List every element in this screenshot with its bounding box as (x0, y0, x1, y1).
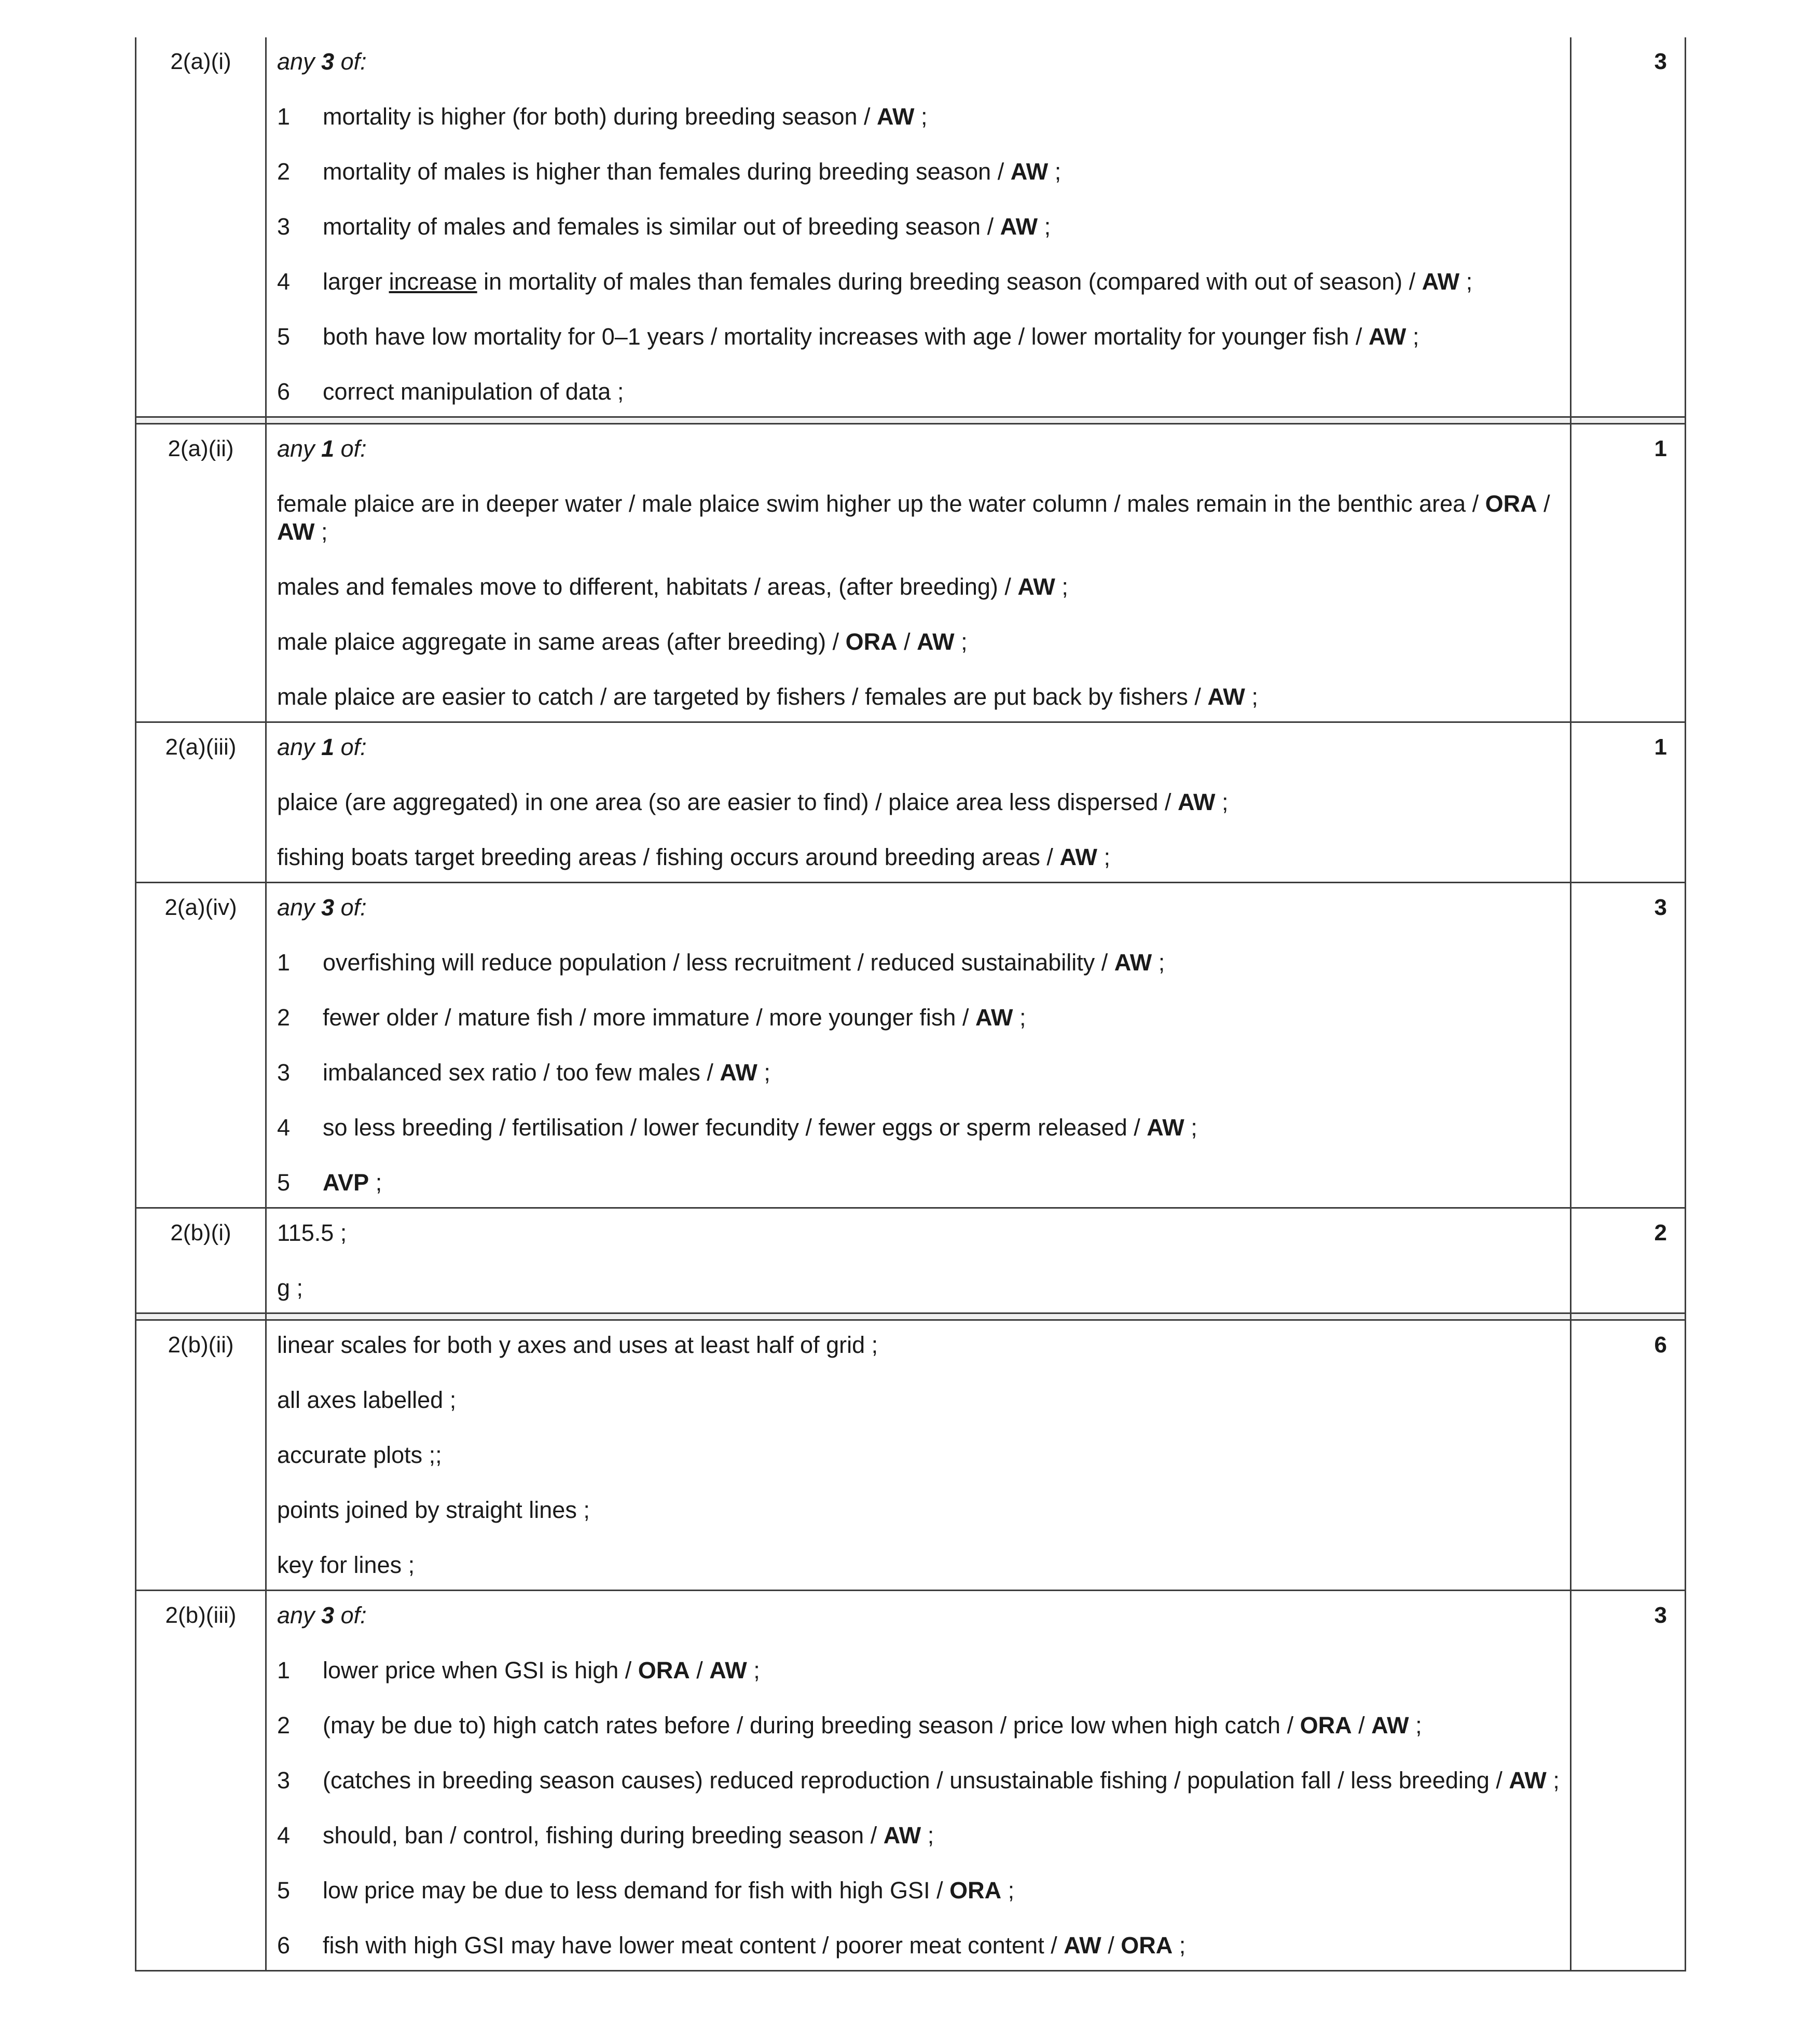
marks-cell: 2 (1571, 1208, 1686, 1313)
table-row (136, 1320, 1686, 1591)
answer-line: female plaice are in deeper water / male plaice swim higher up the water column / males remain in the benthic area / ORA / AW ; (277, 490, 1550, 545)
list-item: 1 mortality is higher (for both) during breeding season / AW ; (277, 103, 928, 130)
answer-line: fishing boats target breeding areas / fishing occurs around breeding areas / AW ; (277, 844, 1110, 870)
answer-cell (266, 1208, 1571, 1313)
answer-header: any 3 of: (277, 894, 367, 921)
list-item: 2 (may be due to) high catch rates before / during breeding season / price low when high catch / ORA / AW ; (277, 1712, 1422, 1738)
list-item: 3 imbalanced sex ratio / too few males / AW ; (277, 1059, 770, 1086)
table-row (136, 1591, 1686, 1971)
question-number: 2(b)(iii) (136, 1591, 266, 1971)
table-row (136, 37, 1686, 417)
list-item: 6 correct manipulation of data ; (277, 378, 624, 405)
question-number: 2(a)(i) (136, 37, 266, 417)
marks-cell: 6 (1571, 1320, 1686, 1591)
answer-header: any 3 of: (277, 1602, 367, 1628)
list-item: 1 overfishing will reduce population / less recruitment / reduced sustainability / AW ; (277, 949, 1165, 976)
answer-header: any 1 of: (277, 734, 367, 760)
answer-line: males and females move to different, habitats / areas, (after breeding) / AW ; (277, 573, 1068, 600)
page-break-divider (136, 1313, 1686, 1320)
answer-line: key for lines ; (277, 1552, 415, 1578)
answer-cell (266, 1320, 1571, 1591)
marks-cell: 3 (1571, 883, 1686, 1208)
answer-header: any 1 of: (277, 435, 367, 462)
list-item: 4 so less breeding / fertilisation / lower fecundity / fewer eggs or sperm released / AW ; (277, 1114, 1197, 1141)
list-item: 3 mortality of males and females is similar out of breeding season / AW ; (277, 213, 1051, 240)
list-item: 3 (catches in breeding season causes) reduced reproduction / unsustainable fishing / population fall / less breeding / AW ; (277, 1767, 1560, 1793)
mark-scheme-table (135, 37, 1686, 1971)
answer-line: male plaice aggregate in same areas (after breeding) / ORA / AW ; (277, 628, 968, 655)
list-item: 2 mortality of males is higher than females during breeding season / AW ; (277, 158, 1061, 185)
answer-cell (266, 37, 1571, 417)
answer-line: points joined by straight lines ; (277, 1497, 590, 1523)
question-number: 2(a)(ii) (136, 424, 266, 722)
answer-line: male plaice are easier to catch / are targeted by fishers / females are put back by fishers / AW ; (277, 683, 1258, 710)
marks-cell: 1 (1571, 424, 1686, 722)
answer-line: accurate plots ;; (277, 1442, 442, 1468)
list-item: 5 AVP ; (277, 1169, 382, 1196)
marks-cell: 1 (1571, 722, 1686, 883)
answer-line: linear scales for both y axes and uses at least half of grid ; (277, 1332, 878, 1358)
question-number: 2(b)(i) (136, 1208, 266, 1313)
answer-line: all axes labelled ; (277, 1387, 457, 1413)
answer-header: any 3 of: (277, 48, 367, 75)
table-row (136, 722, 1686, 883)
table-row (136, 424, 1686, 722)
answer-line: 115.5 ; (277, 1220, 347, 1246)
marks-cell: 3 (1571, 37, 1686, 417)
answer-cell (266, 722, 1571, 883)
answer-cell (266, 424, 1571, 722)
answer-cell (266, 883, 1571, 1208)
list-item: 4 should, ban / control, fishing during breeding season / AW ; (277, 1822, 934, 1849)
list-item: 6 fish with high GSI may have lower meat content / poorer meat content / AW / ORA ; (277, 1932, 1186, 1959)
page-break-divider (136, 417, 1686, 424)
answer-line: g ; (277, 1275, 304, 1301)
question-number: 2(a)(iv) (136, 883, 266, 1208)
marks-cell: 3 (1571, 1591, 1686, 1971)
list-item: 5 low price may be due to less demand for fish with high GSI / ORA ; (277, 1877, 1015, 1904)
table-row (136, 883, 1686, 1208)
question-number: 2(b)(ii) (136, 1320, 266, 1591)
answer-cell (266, 1591, 1571, 1971)
table-row (136, 1208, 1686, 1313)
list-item: 1 lower price when GSI is high / ORA / AW ; (277, 1657, 760, 1683)
answer-line: plaice (are aggregated) in one area (so are easier to find) / plaice area less dispersed / AW ; (277, 789, 1229, 815)
list-item: 4 larger increase in mortality of males than females during breeding season (compared with out of season) / AW ; (277, 268, 1473, 295)
question-number: 2(a)(iii) (136, 722, 266, 883)
list-item: 2 fewer older / mature fish / more immature / more younger fish / AW ; (277, 1004, 1026, 1031)
list-item: 5 both have low mortality for 0–1 years / mortality increases with age / lower mortality for younger fish / AW ; (277, 323, 1419, 350)
